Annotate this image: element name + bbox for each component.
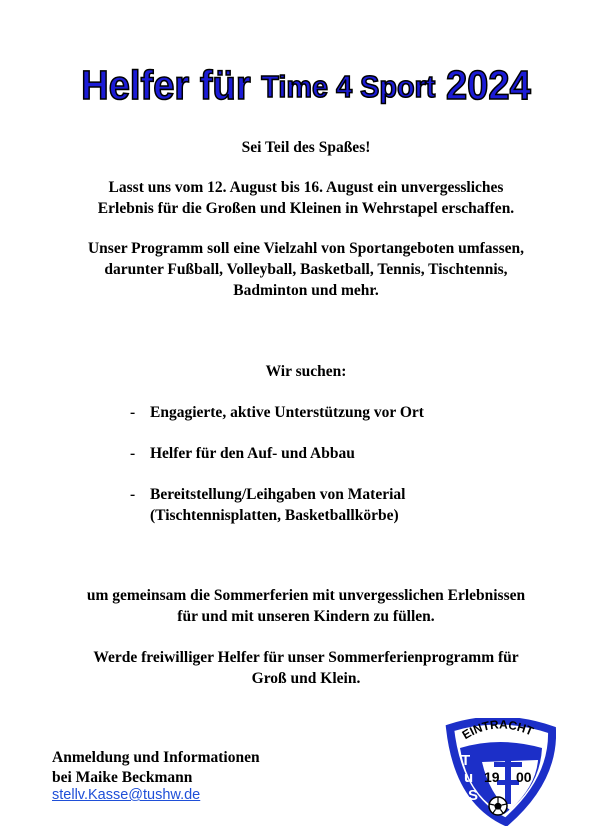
- call-line-2: Groß und Klein.: [251, 670, 361, 687]
- call-line-1: Werde freiwilliger Helfer für unser Sommerferienprogramm für: [93, 649, 519, 666]
- tagline: Sei Teil des Spaßes!: [241, 139, 371, 156]
- program-line-2: darunter Fußball, Volleyball, Basketball, Tennis, Tischtennis,: [104, 261, 508, 278]
- bullet-text: Helfer für den Auf- und Abbau: [150, 445, 355, 462]
- intro-line-2: Erlebnis für die Großen und Kleinen in Wehrstapel erschaffen.: [97, 200, 515, 217]
- logo-letter-s: S: [468, 787, 479, 804]
- bullet-text: Bereitstellung/Leihgaben von Material: [150, 486, 406, 503]
- purpose-line-1: um gemeinsam die Sommerferien mit unvergesslichen Erlebnissen: [86, 587, 526, 604]
- bullet-dash: -: [130, 445, 136, 462]
- document-title: [21, 62, 590, 109]
- logo-letter-u: u: [464, 769, 474, 786]
- email-link[interactable]: stellv.Kasse@tushw.de: [52, 787, 201, 803]
- title-part-year: 2024: [435, 62, 531, 108]
- logo-year-left: 19: [484, 769, 500, 785]
- contact-line-1: Anmeldung und Informationen: [52, 749, 260, 766]
- bullet-text: Engagierte, aktive Unterstützung vor Ort: [150, 404, 424, 421]
- purpose-line-2: für und mit unseren Kindern zu füllen.: [177, 608, 435, 625]
- contact-block: [52, 748, 260, 788]
- logo-year-right: 00: [516, 769, 532, 785]
- title-part-helfer: Helfer für: [81, 62, 262, 108]
- intro-line-1: Lasst uns vom 12. August bis 16. August ein unvergessliches: [108, 179, 504, 196]
- logo-name-text: EINTRACHT: [459, 718, 536, 743]
- contact-line-2: bei Maike Beckmann: [52, 769, 193, 786]
- program-line-1: Unser Programm soll eine Vielzahl von Sportangeboten umfassen,: [87, 240, 524, 257]
- logo-letter-t: T: [461, 752, 471, 769]
- bullet-text-continued: (Tischtennisplatten, Basketballkörbe): [150, 507, 399, 524]
- club-logo: [444, 718, 556, 826]
- bullet-dash: -: [130, 486, 136, 503]
- program-line-3: Badminton und mehr.: [233, 282, 379, 299]
- title-part-time4sport: Time 4 Sport: [261, 69, 436, 104]
- bullet-dash: -: [130, 404, 136, 421]
- football-icon: [489, 797, 507, 815]
- search-heading: Wir suchen:: [265, 363, 347, 380]
